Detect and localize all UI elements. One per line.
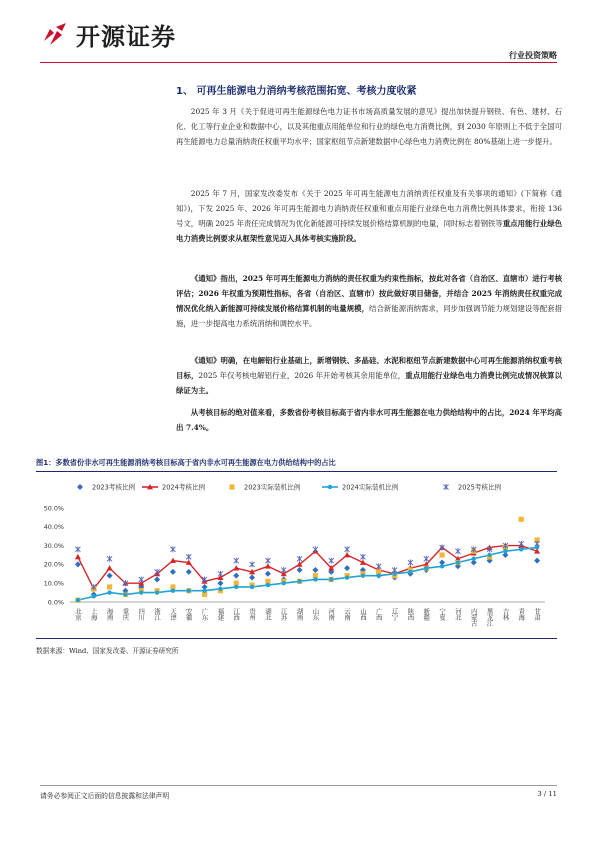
data-point — [107, 590, 111, 594]
data-point — [265, 571, 271, 577]
x-tick-label: 上海 — [89, 608, 98, 620]
x-tick-label: 黑龙江 — [485, 608, 494, 626]
x-tick-label: 江苏 — [279, 608, 288, 620]
data-point-stroke — [408, 560, 413, 566]
report-type-tag: 行业投资策略 — [509, 51, 557, 60]
x-tick-label: 河南 — [327, 608, 336, 620]
data-point-stroke — [360, 554, 365, 560]
section-title: 1、 可再生能源电力消纳考核范围拓宽、考核力度收紧 — [176, 86, 417, 97]
data-point — [328, 485, 332, 489]
legend-label: 2024实际装机比例 — [342, 483, 399, 492]
data-point-stroke — [329, 558, 334, 564]
x-tick-label: 吉林 — [501, 608, 510, 620]
x-tick-label: 山东 — [311, 608, 320, 620]
data-point — [456, 560, 460, 564]
y-tick-label: 40.0% — [43, 523, 64, 532]
data-point — [519, 541, 524, 547]
data-point-stroke — [218, 571, 223, 577]
data-point-stroke — [265, 558, 270, 564]
data-point — [107, 565, 113, 570]
data-point — [344, 552, 350, 557]
page-number: 3 / 11 — [537, 790, 557, 798]
data-point — [535, 541, 540, 547]
data-point — [439, 552, 444, 557]
legend-label: 2025考核比例 — [458, 483, 502, 492]
data-point — [360, 554, 365, 560]
x-tick-label: 陕西 — [406, 608, 415, 620]
body-paragraph-1 — [176, 104, 562, 149]
y-tick-label: 10.0% — [43, 579, 64, 588]
body-paragraph-5 — [176, 405, 562, 435]
paragraph-text-span: 重点用能行业绿色电力消费比例完成情况核算以绿证为主。 — [176, 371, 562, 395]
logo-mark-icon — [40, 19, 70, 49]
x-tick-label: 广东 — [200, 608, 209, 620]
x-tick-label: 云南 — [343, 608, 352, 620]
data-point — [534, 558, 540, 564]
x-tick-label: 青海 — [517, 608, 526, 620]
x-tick-label: 河北 — [453, 608, 462, 620]
data-point — [229, 484, 234, 489]
data-point — [75, 554, 81, 559]
data-point — [155, 590, 159, 594]
x-tick-label: 重庆 — [121, 608, 130, 620]
data-point-stroke — [170, 546, 175, 552]
paragraph-text-span: 《通知》指出，2025 年可再生能源电力消纳的责任权重为约束性指标，按此对各省（自治区、直辖市）进行考核评估；2026 年权重为预期性指标，各省（自治区、直辖市）按此做好项目储备，并结合 2025 年消纳责任权重完成情况优化纳入新能源可持续发展价格结算机制的电量规模， — [176, 274, 562, 313]
x-tick-label: 天津 — [168, 608, 177, 620]
chart-axes — [44, 504, 545, 627]
x-tick-label: 辽宁 — [390, 608, 399, 620]
x-tick-label: 内蒙古 — [469, 608, 478, 626]
legend-label: 2023考核比例 — [92, 483, 136, 492]
data-point — [377, 573, 381, 577]
data-point — [186, 554, 191, 560]
data-point — [186, 569, 192, 575]
x-tick-label: 浙江 — [153, 608, 162, 620]
data-point — [424, 566, 428, 570]
data-point — [187, 589, 191, 593]
x-tick-label: 海南 — [105, 608, 114, 620]
body-paragraph-4 — [176, 353, 562, 398]
data-point — [361, 573, 365, 577]
data-point-stroke — [444, 484, 449, 490]
header-divider — [40, 62, 557, 63]
x-tick-label: 四川 — [137, 608, 146, 620]
data-point — [170, 569, 176, 575]
data-point — [217, 580, 223, 586]
y-tick-label: 50.0% — [43, 504, 64, 513]
data-point-stroke — [297, 556, 302, 562]
paragraph-text-span: 重点用能行业绿色电力消费比例要求从框架性意见迈入具体考核实施阶段。 — [176, 219, 562, 243]
data-point-stroke — [424, 556, 429, 562]
data-point — [408, 560, 413, 566]
data-point — [329, 558, 334, 564]
legend-label: 2024考核比例 — [162, 483, 206, 492]
figure-bottom-rule — [36, 638, 557, 639]
data-point — [345, 546, 350, 552]
paragraph-text-span: 2025 年仅考核电解铝行业，2026 年开始考核其余用能单位， — [198, 371, 406, 380]
data-point — [503, 549, 507, 553]
data-point-stroke — [392, 567, 397, 573]
x-tick-label: 北京 — [73, 608, 82, 620]
data-point — [487, 553, 491, 557]
data-point-stroke — [313, 546, 318, 552]
data-point — [313, 546, 318, 552]
data-point — [250, 585, 254, 589]
data-point — [345, 575, 349, 579]
data-point — [202, 589, 206, 593]
data-point — [139, 576, 144, 582]
y-tick-label: 30.0% — [43, 541, 64, 550]
data-point-stroke — [139, 576, 144, 582]
data-point-stroke — [281, 567, 286, 573]
data-point — [440, 544, 445, 550]
data-point — [408, 570, 412, 574]
data-point-stroke — [234, 558, 239, 564]
x-tick-label: 贵州 — [248, 608, 257, 620]
paragraph-text-span: 2025 年 7 月，国家发改委发布《关于 2025 年可再生能源电力消纳责任权重及有关事项的通知》(下简称《通知》)，下发 2025 年、2026 年可再生能源电力消纳责任权重和重点用能行业绿色电力消费比例具体要求，衔接 136 号文，明确 2025 年责任完成情况为优化新能源可持续发展价格结算机制的电量，同时标志着钢铁等 — [176, 189, 562, 228]
footer-divider — [40, 785, 557, 786]
data-point — [265, 558, 270, 564]
x-tick-label: 甘肃 — [533, 608, 542, 620]
paragraph-text-span: 从考核目标的绝对值来看，多数省份考核目标高于省内非水可再生能源在电力供给结构中的占比，2024 年平均高出 7.4%。 — [176, 408, 562, 432]
data-point — [472, 557, 476, 561]
data-point — [139, 590, 143, 594]
data-point — [107, 556, 112, 562]
paragraph-text-span: 《通知》明确，在电解铝行业基础上，新增钢铁、多晶硅、水泥和枢纽节点新建数据中心可再生能源消纳权重考核目标， — [176, 356, 562, 380]
data-point — [444, 484, 449, 490]
data-point — [218, 571, 223, 577]
x-tick-label: 山西 — [358, 608, 367, 620]
x-tick-label: 新疆 — [422, 608, 431, 620]
data-point — [440, 564, 444, 568]
body-paragraph-2 — [176, 186, 562, 246]
chart-legend — [77, 483, 502, 492]
data-point — [266, 583, 270, 587]
company-logo — [40, 18, 176, 50]
chart-plot — [75, 517, 540, 603]
data-point — [282, 581, 286, 585]
paragraph-text-span: 2025 年 3 月《关于促进可再生能源绿色电力证书市场高质量发展的意见》提出加快提升钢铁、有色、建材、石化、化工等行业企业和数据中心，以及其他重点用能单位和行业的绿色电力消费比例，到 2030 年原则上不低于全国可再生能源电力总量消纳责任权重平均水平；国家枢纽节点新建数据中心绿色电力消费比例在 80%基础上进一步提升。 — [176, 107, 562, 146]
data-point — [297, 567, 303, 573]
data-point — [75, 546, 80, 552]
footer-disclaimer: 请务必参阅正文后面的信息披露和法律声明 — [40, 792, 170, 800]
data-point-stroke — [345, 546, 350, 552]
body-paragraph-3 — [176, 271, 562, 331]
data-point — [171, 589, 175, 593]
data-point — [170, 546, 175, 552]
chart-area — [0, 472, 595, 642]
data-point — [344, 565, 350, 571]
data-point — [329, 577, 333, 581]
data-point — [455, 548, 460, 554]
data-point — [77, 484, 83, 490]
data-point — [107, 584, 112, 589]
data-point — [265, 563, 271, 568]
data-point — [234, 585, 238, 589]
data-point — [519, 547, 523, 551]
data-point — [92, 594, 96, 598]
data-point-stroke — [519, 541, 524, 547]
x-tick-label: 福建 — [216, 608, 225, 620]
data-point — [312, 567, 318, 573]
data-point — [123, 592, 127, 596]
x-tick-label: 湖北 — [263, 608, 272, 620]
figure-title: 图1：多数省份非水可再生能源消纳考核目标高于省内非水可再生能源在电力供给结构中的占比 — [36, 458, 336, 467]
data-point-stroke — [535, 541, 540, 547]
data-point — [297, 579, 301, 583]
data-point — [281, 567, 286, 573]
data-point — [154, 576, 160, 582]
data-point-stroke — [376, 563, 381, 569]
series-line-1 — [78, 546, 537, 589]
data-point — [297, 556, 302, 562]
data-point — [392, 567, 397, 573]
figure-source: 数据来源：Wind、国家发改委、开源证券研究所 — [36, 647, 179, 655]
logo-text: 开源证券 — [76, 22, 176, 51]
data-point — [519, 517, 524, 522]
data-point-stroke — [455, 548, 460, 554]
data-point — [250, 561, 255, 567]
x-tick-label: 宁夏 — [438, 608, 447, 620]
data-point-stroke — [107, 556, 112, 562]
data-point — [107, 573, 113, 579]
data-point — [376, 563, 381, 569]
x-tick-label: 广西 — [374, 608, 383, 620]
data-point-stroke — [186, 554, 191, 560]
data-point-stroke — [440, 544, 445, 550]
data-point — [249, 575, 255, 581]
legend-label: 2023实际装机比例 — [244, 483, 301, 492]
data-point — [76, 598, 80, 602]
data-point-stroke — [250, 561, 255, 567]
data-point-stroke — [75, 546, 80, 552]
data-point — [233, 565, 239, 570]
y-tick-label: 0.0% — [47, 598, 64, 607]
x-tick-label: 安徽 — [184, 608, 193, 620]
data-point — [234, 558, 239, 564]
data-point — [424, 556, 429, 562]
data-point — [233, 573, 239, 579]
x-tick-label: 江西 — [232, 608, 241, 620]
y-tick-label: 20.0% — [43, 560, 64, 569]
x-tick-label: 湖南 — [295, 608, 304, 620]
paragraph-text-span: 结合新能源消纳需求，同步加强调节能力规划建设等配套措施，进一步提高电力系统消纳和调控水平。 — [176, 304, 562, 328]
data-point — [218, 587, 222, 591]
data-point — [313, 577, 317, 581]
